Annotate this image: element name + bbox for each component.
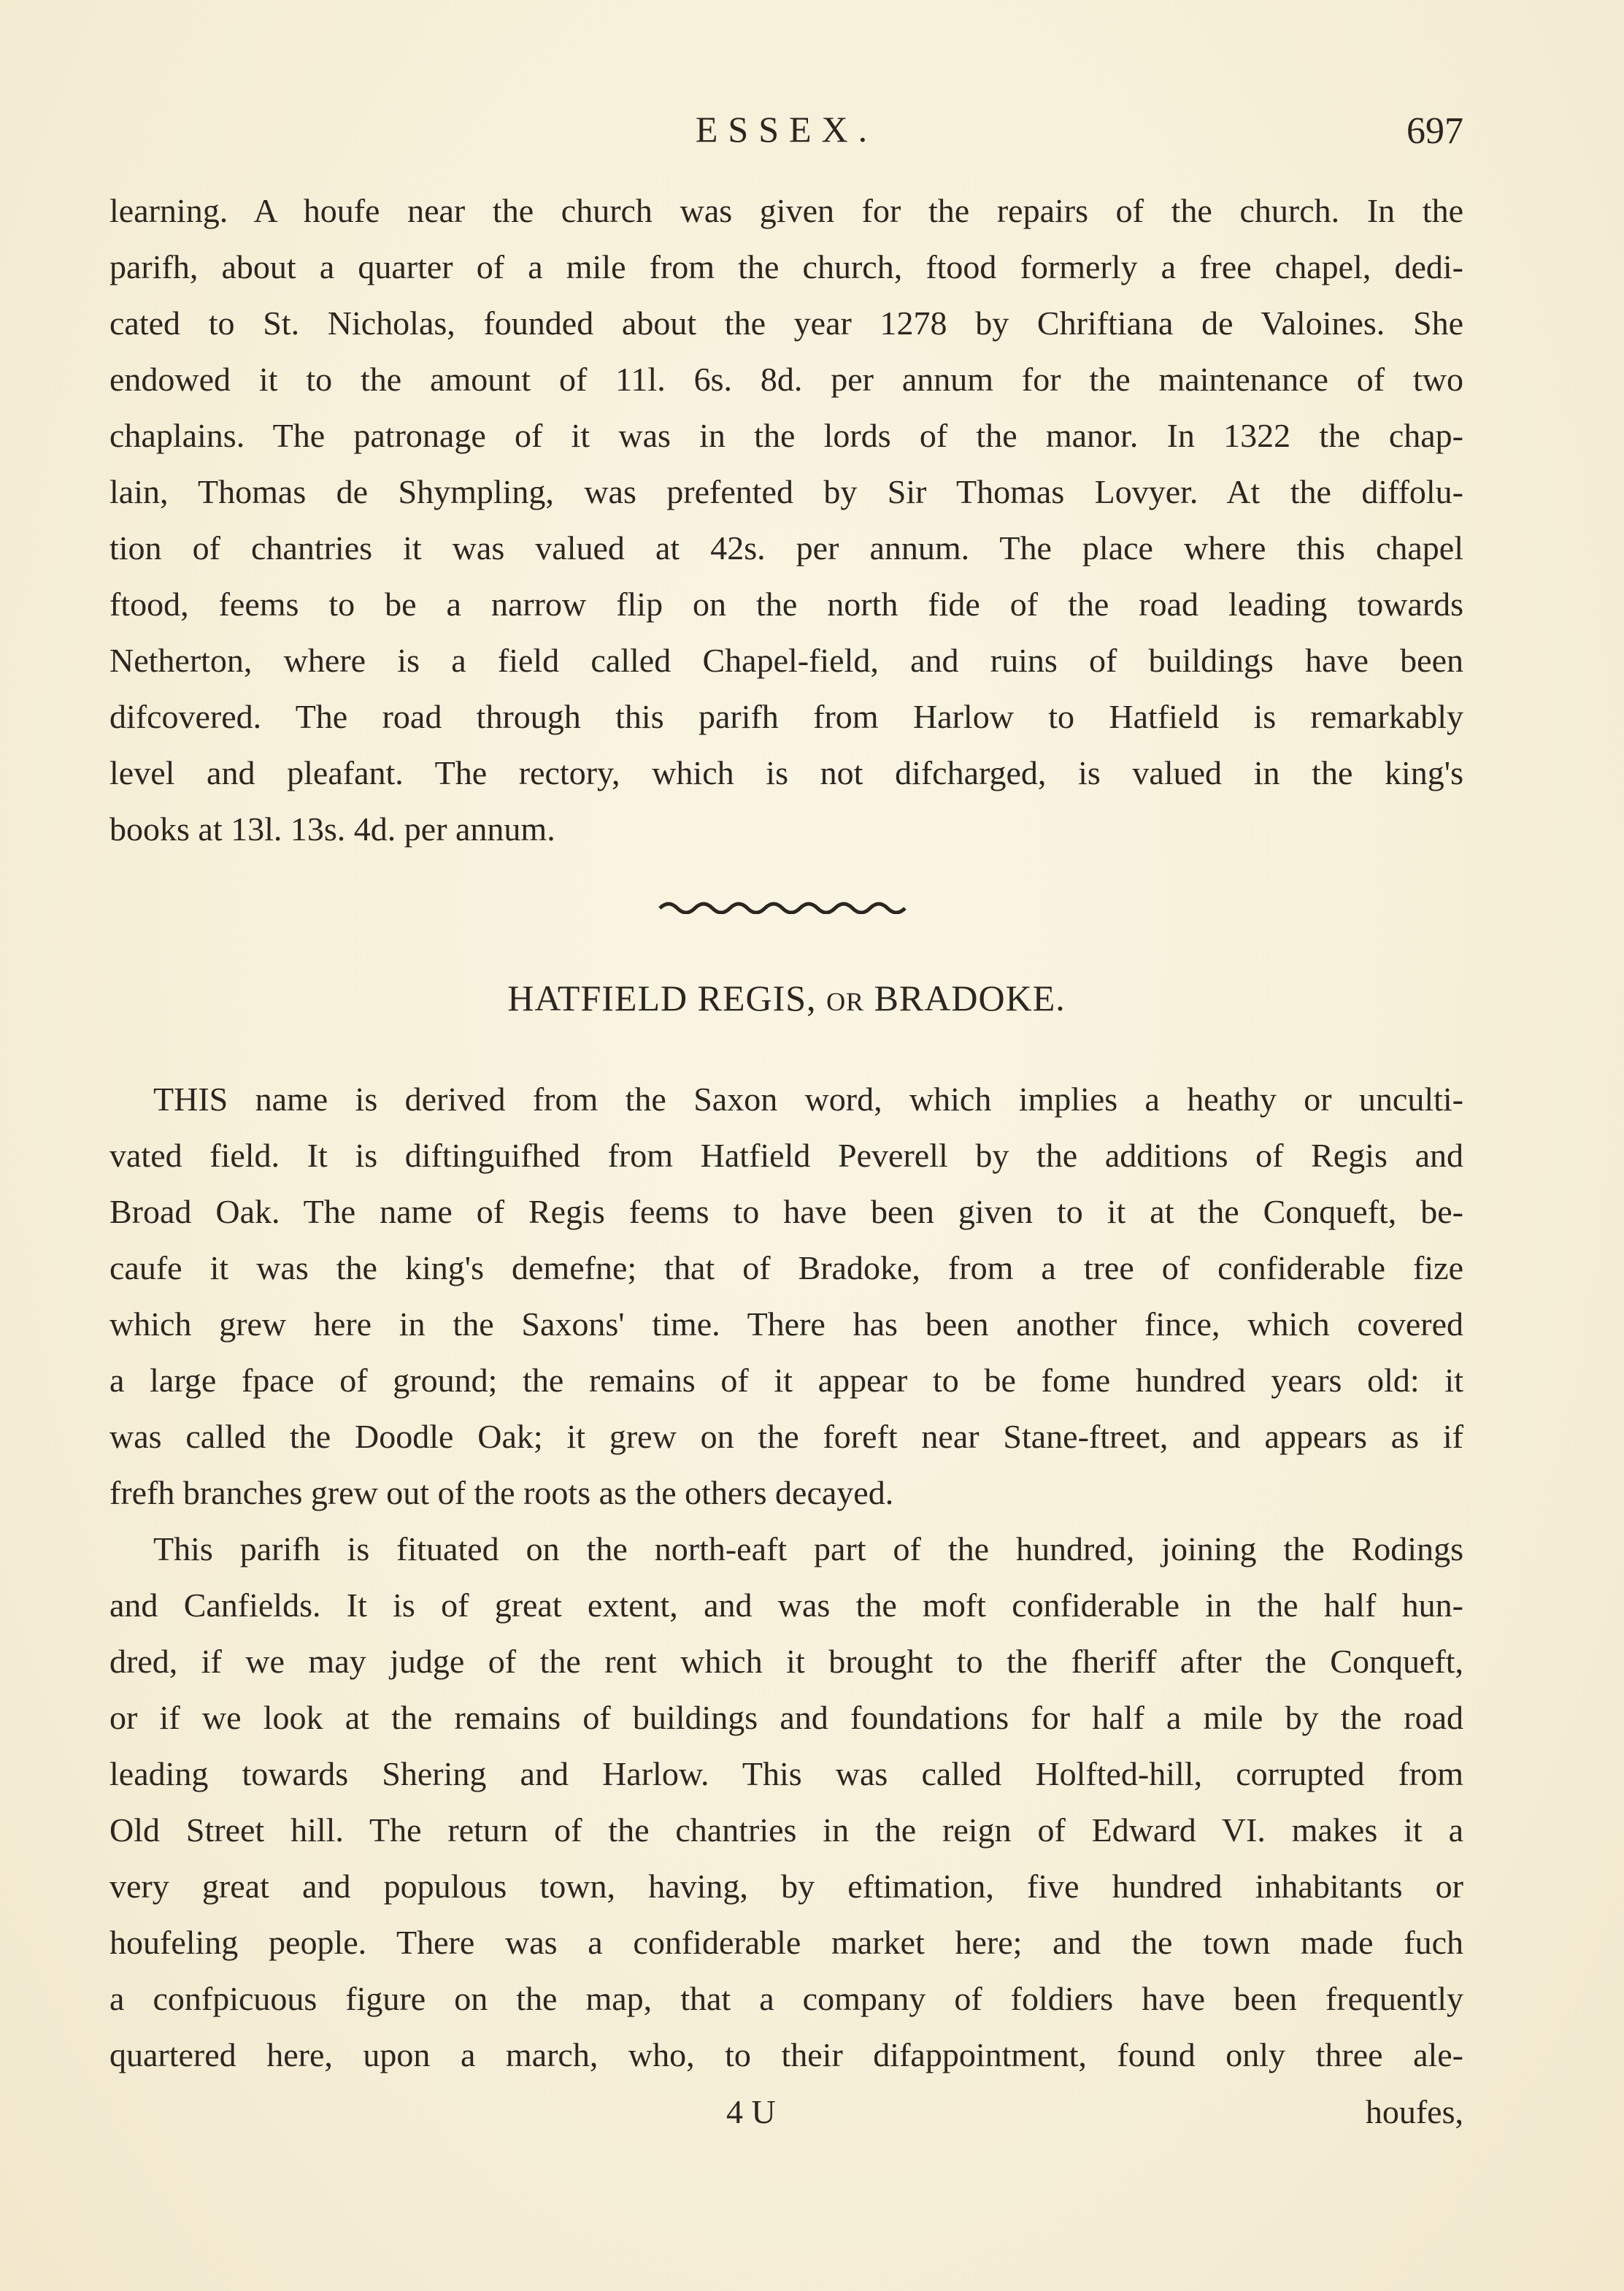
text-line: chaplains. The patronage of it was in the lords of the manor. In 1322 the chap- [109,417,1463,454]
title-main: HATFIELD REGIS, [507,978,817,1018]
signature-mark: 4 U [726,2093,776,2130]
text-line: was called the Doodle Oak; it grew on the foreft near Stane-ftreet, and appears as if [109,1418,1463,1455]
text-line: dred, if we may judge of the rent which it brought to the fheriff after the Conqueft, [109,1643,1463,1680]
text-line: endowed it to the amount of 11l. 6s. 8d. per annum for the maintenance of two [109,361,1463,398]
running-head: ESSEX. [695,109,878,150]
title-or: OR [826,987,865,1016]
text-line: or if we look at the remains of buildings and foundations for half a mile by the road [109,1699,1463,1736]
text-line: parifh, about a quarter of a mile from the church, ftood formerly a free chapel, dedi- [109,248,1463,285]
text-line: and Canfields. It is of great extent, and was the moft confiderable in the half hun- [109,1586,1463,1624]
text-line: cated to St. Nicholas, founded about the year 1278 by Chriftiana de Valoines. She [109,304,1463,342]
text-line: leading towards Shering and Harlow. This was called Holfted-hill, corrupted from [109,1755,1463,1792]
text-line: lain, Thomas de Shympling, was prefented by Sir Thomas Lovyer. At the diffolu- [109,473,1463,510]
text-line: which grew here in the Saxons' time. There has been another fince, which covered [109,1305,1463,1343]
text-line: difcovered. The road through this parifh from Harlow to Hatfield is remarkably [109,698,1463,735]
text-line: quartered here, upon a march, who, to their difappointment, found only three ale- [109,2036,1463,2073]
text-line: This parifh is fituated on the north-eaft part of the hundred, joining the Rodings [153,1530,1463,1567]
page-header [109,108,1463,159]
text-line: tion of chantries it was valued at 42s. per annum. The place where this chapel [109,529,1463,567]
section-title [109,977,1463,1019]
text-line: Netherton, where is a field called Chapel-field, and ruins of buildings have been [109,642,1463,679]
text-line: ftood, feems to be a narrow flip on the north fide of the road leading towards [109,586,1463,623]
second-paragraph [109,1071,1463,2083]
ornament-divider [657,897,920,914]
text-line: a confpicuous figure on the map, that a company of foldiers have been frequently [109,1980,1463,2017]
text-line: level and pleafant. The rectory, which is not difcharged, is valued in the king's [109,754,1463,791]
page-number: 697 [1406,110,1463,152]
text-line: Broad Oak. The name of Regis feems to have been given to it at the Conqueft, be- [109,1193,1463,1230]
text-line: a large fpace of ground; the remains of it appear to be fome hundred years old: it [109,1362,1463,1399]
first-paragraph [109,183,1463,857]
text-line: very great and populous town, having, by eftimation, five hundred inhabitants or [109,1868,1463,1905]
text-line: caufe it was the king's demefne; that of Bradoke, from a tree of confiderable fize [109,1249,1463,1286]
text-line: Old Street hill. The return of the chantries in the reign of Edward VI. makes it a [109,1811,1463,1849]
text-line: books at 13l. 13s. 4d. per annum. [109,810,555,848]
text-line: vated field. It is diftinguifhed from Hatfield Peverell by the additions of Regis and [109,1137,1463,1174]
catchword: houfes, [1365,2093,1463,2130]
title-second: BRADOKE. [874,978,1066,1018]
text-line: THIS name is derived from the Saxon word, which implies a heathy or unculti- [153,1081,1463,1118]
text-line: frefh branches grew out of the roots as the others decayed. [109,1474,894,1511]
text-line: houfeling people. There was a confiderable market here; and the town made fuch [109,1924,1463,1961]
page-footer [109,2092,1463,2144]
text-line: learning. A houfe near the church was given for the repairs of the church. In the [109,192,1463,229]
